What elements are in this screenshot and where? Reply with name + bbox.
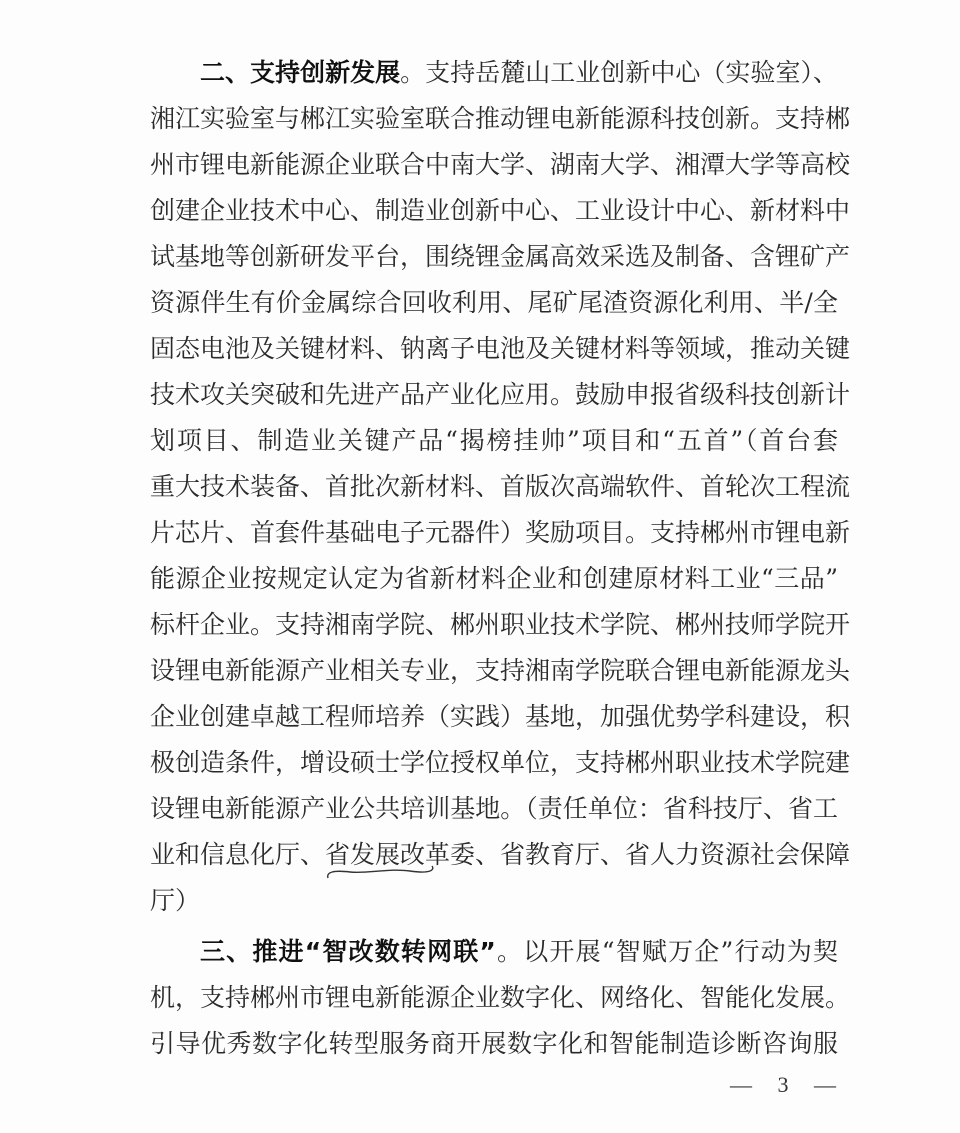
text-line: 资源伴生有价金属综合回收利用、尾矿尾渣资源化利用、半/全 [150, 288, 838, 317]
text-line: 设锂电新能源产业相关专业，支持湘南学院联合锂电新能源龙头 [150, 656, 851, 685]
section-3-line [200, 932, 838, 972]
text-line: 标杆企业。支持湘南学院、郴州职业技术学院、郴州技师学院开 [150, 610, 851, 639]
text-line: 厅） [150, 886, 201, 915]
text-line: 技术攻关突破和先进产品产业化应用。鼓励申报省级科技创新计 [150, 380, 851, 409]
text-line: 设锂电新能源产业公共培训基地。（责任单位：省科技厅、省工 [150, 794, 838, 823]
text-line: 州市锂电新能源企业联合中南大学、湖南大学、湘潭大学等高校 [150, 150, 851, 179]
text-line: 片芯片、首套件基础电子元器件）奖励项目。支持郴州市锂电新 [150, 518, 851, 547]
section-2-line [200, 53, 838, 93]
section-2-heading: 二、支持创新发展 [200, 58, 401, 87]
text-line: 湘江实验室与郴江实验室联合推动锂电新能源科技创新。支持郴 [150, 104, 851, 133]
handwritten-underline-mark [320, 862, 450, 882]
text-line: 机，支持郴州市锂电新能源企业数字化、网络化、智能化发展。 [150, 983, 851, 1012]
text-line: 划项目、制造业关键产品“揭榜挂帅”项目和“五首”（首台套 [150, 426, 838, 455]
text-line: 重大技术装备、首批次新材料、首版次高端软件、首轮次工程流 [150, 472, 851, 501]
line-text: 。以开展“智赋万企”行动为契 [495, 937, 838, 966]
text-line: 极创造条件，增设硕士学位授权单位，支持郴州职业技术学院建 [150, 748, 851, 777]
page-number: — 3 — [730, 1072, 846, 1097]
line-text: 。支持岳麓山工业创新中心（实验室）、 [400, 58, 838, 87]
section-3-heading: 三、推进“智改数转网联” [200, 937, 496, 966]
text-line: 试基地等创新研发平台，围绕锂金属高效采选及制备、含锂矿产 [150, 242, 851, 271]
text-line: 业和信息化厅、省发展改革委、省教育厅、省人力资源社会保障 [150, 840, 851, 869]
text-line: 能源企业按规定认定为省新材料企业和创建原材料工业“三品” [150, 564, 838, 593]
text-line: 创建企业技术中心、制造业创新中心、工业设计中心、新材料中 [150, 196, 851, 225]
text-line: 引导优秀数字化转型服务商开展数字化和智能制造诊断咨询服 [150, 1029, 838, 1058]
text-line: 固态电池及关键材料、钠离子电池及关键材料等领域，推动关键 [150, 334, 851, 363]
text-line: 企业创建卓越工程师培养（实践）基地，加强优势学科建设，积 [150, 702, 851, 731]
